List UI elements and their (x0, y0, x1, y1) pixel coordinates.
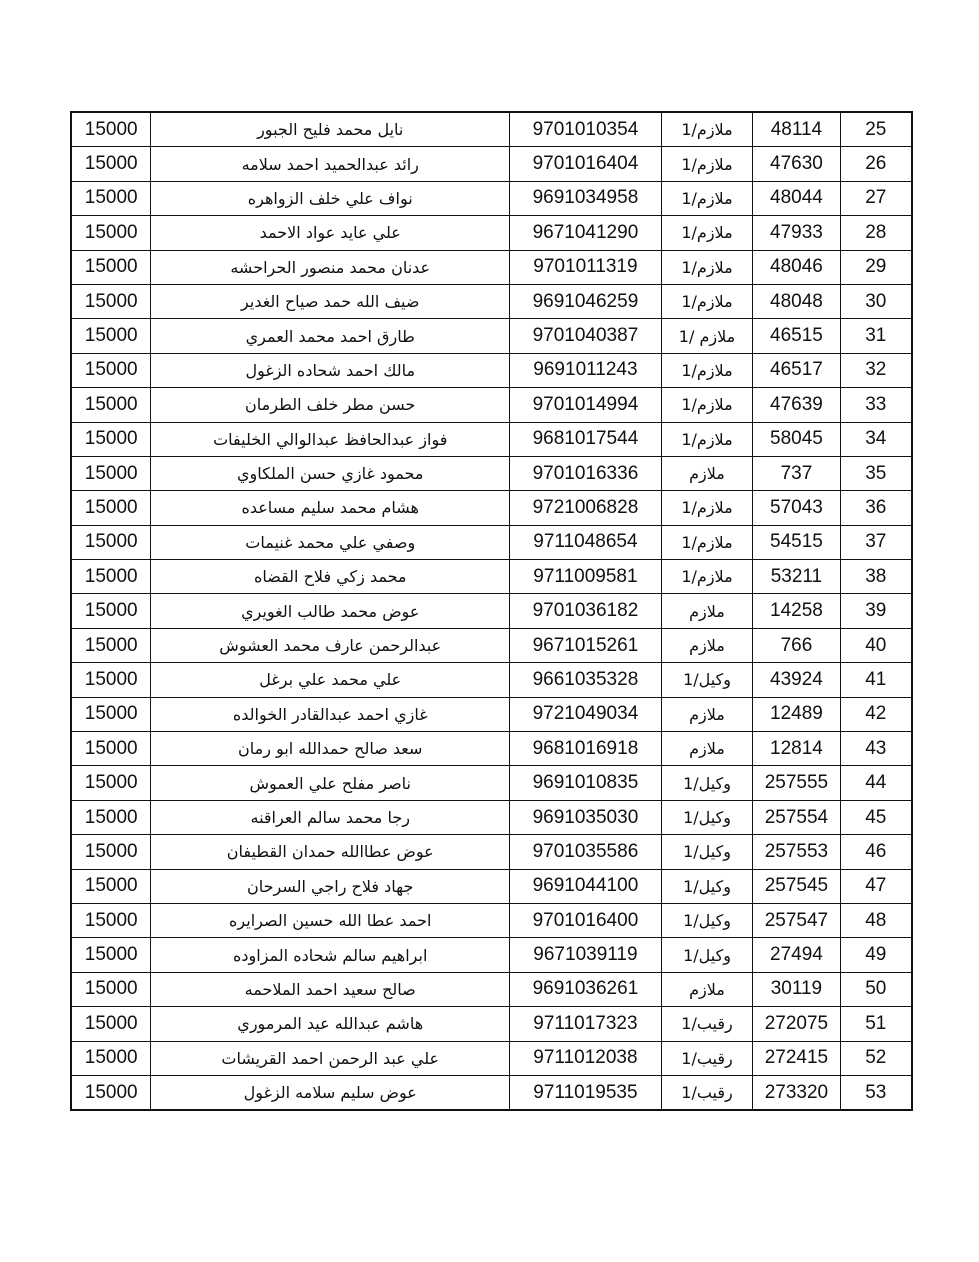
cell-amount: 15000 (71, 284, 151, 318)
cell-national-id: 9691046259 (510, 284, 662, 318)
cell-national-id: 9691036261 (510, 972, 662, 1006)
table-row (71, 697, 912, 731)
cell-amount: 15000 (71, 388, 151, 422)
cell-amount: 15000 (71, 1041, 151, 1075)
cell-national-id: 9701035586 (510, 835, 662, 869)
cell-name: محمود غازي حسن الملكاوي (151, 456, 510, 490)
cell-number: 272415 (753, 1041, 840, 1075)
table-row (71, 594, 912, 628)
table-body (71, 112, 912, 1110)
cell-name: فواز عبدالحافظ عبدالوالي الخليفات (151, 422, 510, 456)
cell-name: مالك احمد شحاده الزغول (151, 353, 510, 387)
cell-number: 54515 (753, 525, 840, 559)
cell-amount: 15000 (71, 1075, 151, 1110)
cell-number: 43924 (753, 663, 840, 697)
cell-amount: 15000 (71, 353, 151, 387)
cell-national-id: 9711017323 (510, 1007, 662, 1041)
cell-number: 257555 (753, 766, 840, 800)
cell-amount: 15000 (71, 972, 151, 1006)
cell-index: 46 (840, 835, 912, 869)
cell-rank: ملازم/1 (661, 147, 752, 181)
table-row (71, 903, 912, 937)
cell-amount: 15000 (71, 491, 151, 525)
cell-number: 47639 (753, 388, 840, 422)
cell-rank: ملازم/1 (661, 388, 752, 422)
cell-amount: 15000 (71, 800, 151, 834)
cell-rank: ملازم/1 (661, 250, 752, 284)
cell-national-id: 9691034958 (510, 181, 662, 215)
cell-amount: 15000 (71, 112, 151, 147)
cell-amount: 15000 (71, 319, 151, 353)
cell-index: 49 (840, 938, 912, 972)
cell-index: 43 (840, 732, 912, 766)
cell-name: وصفي علي محمد غنيمات (151, 525, 510, 559)
cell-number: 272075 (753, 1007, 840, 1041)
cell-index: 34 (840, 422, 912, 456)
personnel-table (70, 111, 913, 1111)
cell-national-id: 9661035328 (510, 663, 662, 697)
cell-name: عبدالرحمن عارف محمد العشوش (151, 628, 510, 662)
cell-name: ابراهيم سالم شحاده المزاوده (151, 938, 510, 972)
cell-index: 51 (840, 1007, 912, 1041)
cell-number: 257553 (753, 835, 840, 869)
cell-amount: 15000 (71, 835, 151, 869)
cell-index: 36 (840, 491, 912, 525)
cell-number: 12814 (753, 732, 840, 766)
table-row (71, 869, 912, 903)
cell-rank: ملازم/1 (661, 525, 752, 559)
cell-national-id: 9701014994 (510, 388, 662, 422)
table-row (71, 353, 912, 387)
cell-name: نايل محمد فليح الجبور (151, 112, 510, 147)
cell-rank: ملازم (661, 456, 752, 490)
cell-amount: 15000 (71, 869, 151, 903)
cell-index: 45 (840, 800, 912, 834)
cell-number: 48046 (753, 250, 840, 284)
cell-rank: ملازم/1 (661, 284, 752, 318)
cell-name: صالح سعيد احمد الملاحمه (151, 972, 510, 1006)
cell-number: 48114 (753, 112, 840, 147)
cell-number: 737 (753, 456, 840, 490)
cell-number: 257554 (753, 800, 840, 834)
cell-national-id: 9681016918 (510, 732, 662, 766)
cell-name: علي محمد علي برغل (151, 663, 510, 697)
cell-number: 12489 (753, 697, 840, 731)
cell-rank: ملازم /1 (661, 319, 752, 353)
cell-national-id: 9701010354 (510, 112, 662, 147)
table-row (71, 972, 912, 1006)
table-row (71, 1075, 912, 1110)
cell-number: 766 (753, 628, 840, 662)
cell-number: 47933 (753, 216, 840, 250)
cell-name: نواف علي خلف الزواهره (151, 181, 510, 215)
cell-index: 32 (840, 353, 912, 387)
cell-number: 46517 (753, 353, 840, 387)
cell-name: محمد زكي فلاح القضاه (151, 560, 510, 594)
cell-rank: وكيل/1 (661, 766, 752, 800)
table-row (71, 422, 912, 456)
cell-index: 37 (840, 525, 912, 559)
cell-name: غازي احمد عبدالقادر الخوالده (151, 697, 510, 731)
cell-national-id: 9701036182 (510, 594, 662, 628)
cell-number: 57043 (753, 491, 840, 525)
table-row (71, 319, 912, 353)
cell-rank: ملازم (661, 732, 752, 766)
cell-index: 27 (840, 181, 912, 215)
cell-rank: ملازم/1 (661, 560, 752, 594)
cell-amount: 15000 (71, 1007, 151, 1041)
cell-name: عوض محمد طالب الغويري (151, 594, 510, 628)
cell-national-id: 9721049034 (510, 697, 662, 731)
cell-rank: وكيل/1 (661, 663, 752, 697)
cell-index: 53 (840, 1075, 912, 1110)
cell-amount: 15000 (71, 594, 151, 628)
cell-rank: ملازم/1 (661, 422, 752, 456)
cell-amount: 15000 (71, 147, 151, 181)
cell-number: 273320 (753, 1075, 840, 1110)
cell-rank: وكيل/1 (661, 938, 752, 972)
cell-name: علي عايد عواد الاحمد (151, 216, 510, 250)
cell-name: هشام محمد سليم مساعده (151, 491, 510, 525)
cell-amount: 15000 (71, 663, 151, 697)
cell-index: 39 (840, 594, 912, 628)
cell-rank: رقيب/1 (661, 1041, 752, 1075)
cell-index: 40 (840, 628, 912, 662)
cell-index: 42 (840, 697, 912, 731)
table-row (71, 1007, 912, 1041)
cell-index: 44 (840, 766, 912, 800)
cell-name: حسن مطر خلف الطرمان (151, 388, 510, 422)
cell-name: رائد عبدالحميد احمد سلامه (151, 147, 510, 181)
cell-name: سعد صالح حمدالله ابو رمان (151, 732, 510, 766)
cell-amount: 15000 (71, 628, 151, 662)
cell-national-id: 9671041290 (510, 216, 662, 250)
cell-number: 47630 (753, 147, 840, 181)
cell-rank: ملازم/1 (661, 353, 752, 387)
cell-name: عوض سليم سلامه الزغول (151, 1075, 510, 1110)
cell-rank: ملازم (661, 628, 752, 662)
cell-rank: رقيب/1 (661, 1007, 752, 1041)
cell-index: 38 (840, 560, 912, 594)
cell-name: عوض عطاالله حمدان القطيفان (151, 835, 510, 869)
cell-rank: ملازم (661, 697, 752, 731)
cell-national-id: 9711009581 (510, 560, 662, 594)
cell-index: 50 (840, 972, 912, 1006)
cell-national-id: 9701016336 (510, 456, 662, 490)
cell-index: 25 (840, 112, 912, 147)
cell-rank: ملازم/1 (661, 216, 752, 250)
cell-amount: 15000 (71, 456, 151, 490)
cell-national-id: 9691011243 (510, 353, 662, 387)
cell-name: ناصر مفلح علي العموش (151, 766, 510, 800)
cell-number: 14258 (753, 594, 840, 628)
table-row (71, 250, 912, 284)
cell-number: 30119 (753, 972, 840, 1006)
cell-name: عدنان محمد منصور الحراحشه (151, 250, 510, 284)
cell-name: طارق احمد محمد العمري (151, 319, 510, 353)
table-row (71, 938, 912, 972)
cell-rank: وكيل/1 (661, 903, 752, 937)
cell-rank: وكيل/1 (661, 869, 752, 903)
cell-index: 41 (840, 663, 912, 697)
cell-amount: 15000 (71, 181, 151, 215)
cell-national-id: 9671039119 (510, 938, 662, 972)
cell-index: 28 (840, 216, 912, 250)
cell-national-id: 9691010835 (510, 766, 662, 800)
cell-index: 52 (840, 1041, 912, 1075)
cell-amount: 15000 (71, 938, 151, 972)
cell-name: رجا محمد سالم العراقنه (151, 800, 510, 834)
cell-national-id: 9701011319 (510, 250, 662, 284)
table-row (71, 284, 912, 318)
cell-national-id: 9711019535 (510, 1075, 662, 1110)
cell-national-id: 9691044100 (510, 869, 662, 903)
cell-national-id: 9701040387 (510, 319, 662, 353)
cell-national-id: 9711048654 (510, 525, 662, 559)
cell-rank: وكيل/1 (661, 800, 752, 834)
cell-number: 48044 (753, 181, 840, 215)
cell-rank: ملازم/1 (661, 112, 752, 147)
table-row (71, 388, 912, 422)
cell-national-id: 9721006828 (510, 491, 662, 525)
cell-index: 29 (840, 250, 912, 284)
table-row (71, 800, 912, 834)
table-row (71, 560, 912, 594)
cell-number: 48048 (753, 284, 840, 318)
cell-amount: 15000 (71, 216, 151, 250)
cell-rank: ملازم (661, 594, 752, 628)
table-row (71, 1041, 912, 1075)
table-row (71, 491, 912, 525)
cell-rank: ملازم/1 (661, 181, 752, 215)
table-row (71, 147, 912, 181)
cell-amount: 15000 (71, 903, 151, 937)
table-row (71, 766, 912, 800)
cell-rank: ملازم (661, 972, 752, 1006)
cell-national-id: 9681017544 (510, 422, 662, 456)
table-row (71, 456, 912, 490)
cell-index: 35 (840, 456, 912, 490)
cell-number: 53211 (753, 560, 840, 594)
table-row (71, 628, 912, 662)
cell-name: علي عبد الرحمن احمد القريشات (151, 1041, 510, 1075)
cell-amount: 15000 (71, 766, 151, 800)
cell-number: 257545 (753, 869, 840, 903)
cell-name: ضيف الله حمد صياح الغدير (151, 284, 510, 318)
table-row (71, 216, 912, 250)
cell-number: 27494 (753, 938, 840, 972)
cell-amount: 15000 (71, 732, 151, 766)
cell-amount: 15000 (71, 422, 151, 456)
cell-amount: 15000 (71, 250, 151, 284)
cell-rank: ملازم/1 (661, 491, 752, 525)
table-row (71, 835, 912, 869)
cell-national-id: 9701016404 (510, 147, 662, 181)
table-row (71, 112, 912, 147)
cell-number: 46515 (753, 319, 840, 353)
table-row (71, 732, 912, 766)
cell-national-id: 9671015261 (510, 628, 662, 662)
cell-national-id: 9691035030 (510, 800, 662, 834)
cell-index: 31 (840, 319, 912, 353)
cell-rank: وكيل/1 (661, 835, 752, 869)
cell-name: احمد عطا الله حسين الصرايره (151, 903, 510, 937)
cell-index: 26 (840, 147, 912, 181)
cell-index: 33 (840, 388, 912, 422)
cell-rank: رقيب/1 (661, 1075, 752, 1110)
cell-index: 47 (840, 869, 912, 903)
cell-number: 58045 (753, 422, 840, 456)
cell-index: 48 (840, 903, 912, 937)
cell-name: هاشم عبدالله عيد المرموري (151, 1007, 510, 1041)
cell-amount: 15000 (71, 697, 151, 731)
cell-amount: 15000 (71, 560, 151, 594)
cell-national-id: 9711012038 (510, 1041, 662, 1075)
cell-index: 30 (840, 284, 912, 318)
cell-national-id: 9701016400 (510, 903, 662, 937)
table-row (71, 525, 912, 559)
cell-name: جهاد فلاح راجي السرحان (151, 869, 510, 903)
cell-number: 257547 (753, 903, 840, 937)
table-row (71, 663, 912, 697)
table-row (71, 181, 912, 215)
cell-amount: 15000 (71, 525, 151, 559)
